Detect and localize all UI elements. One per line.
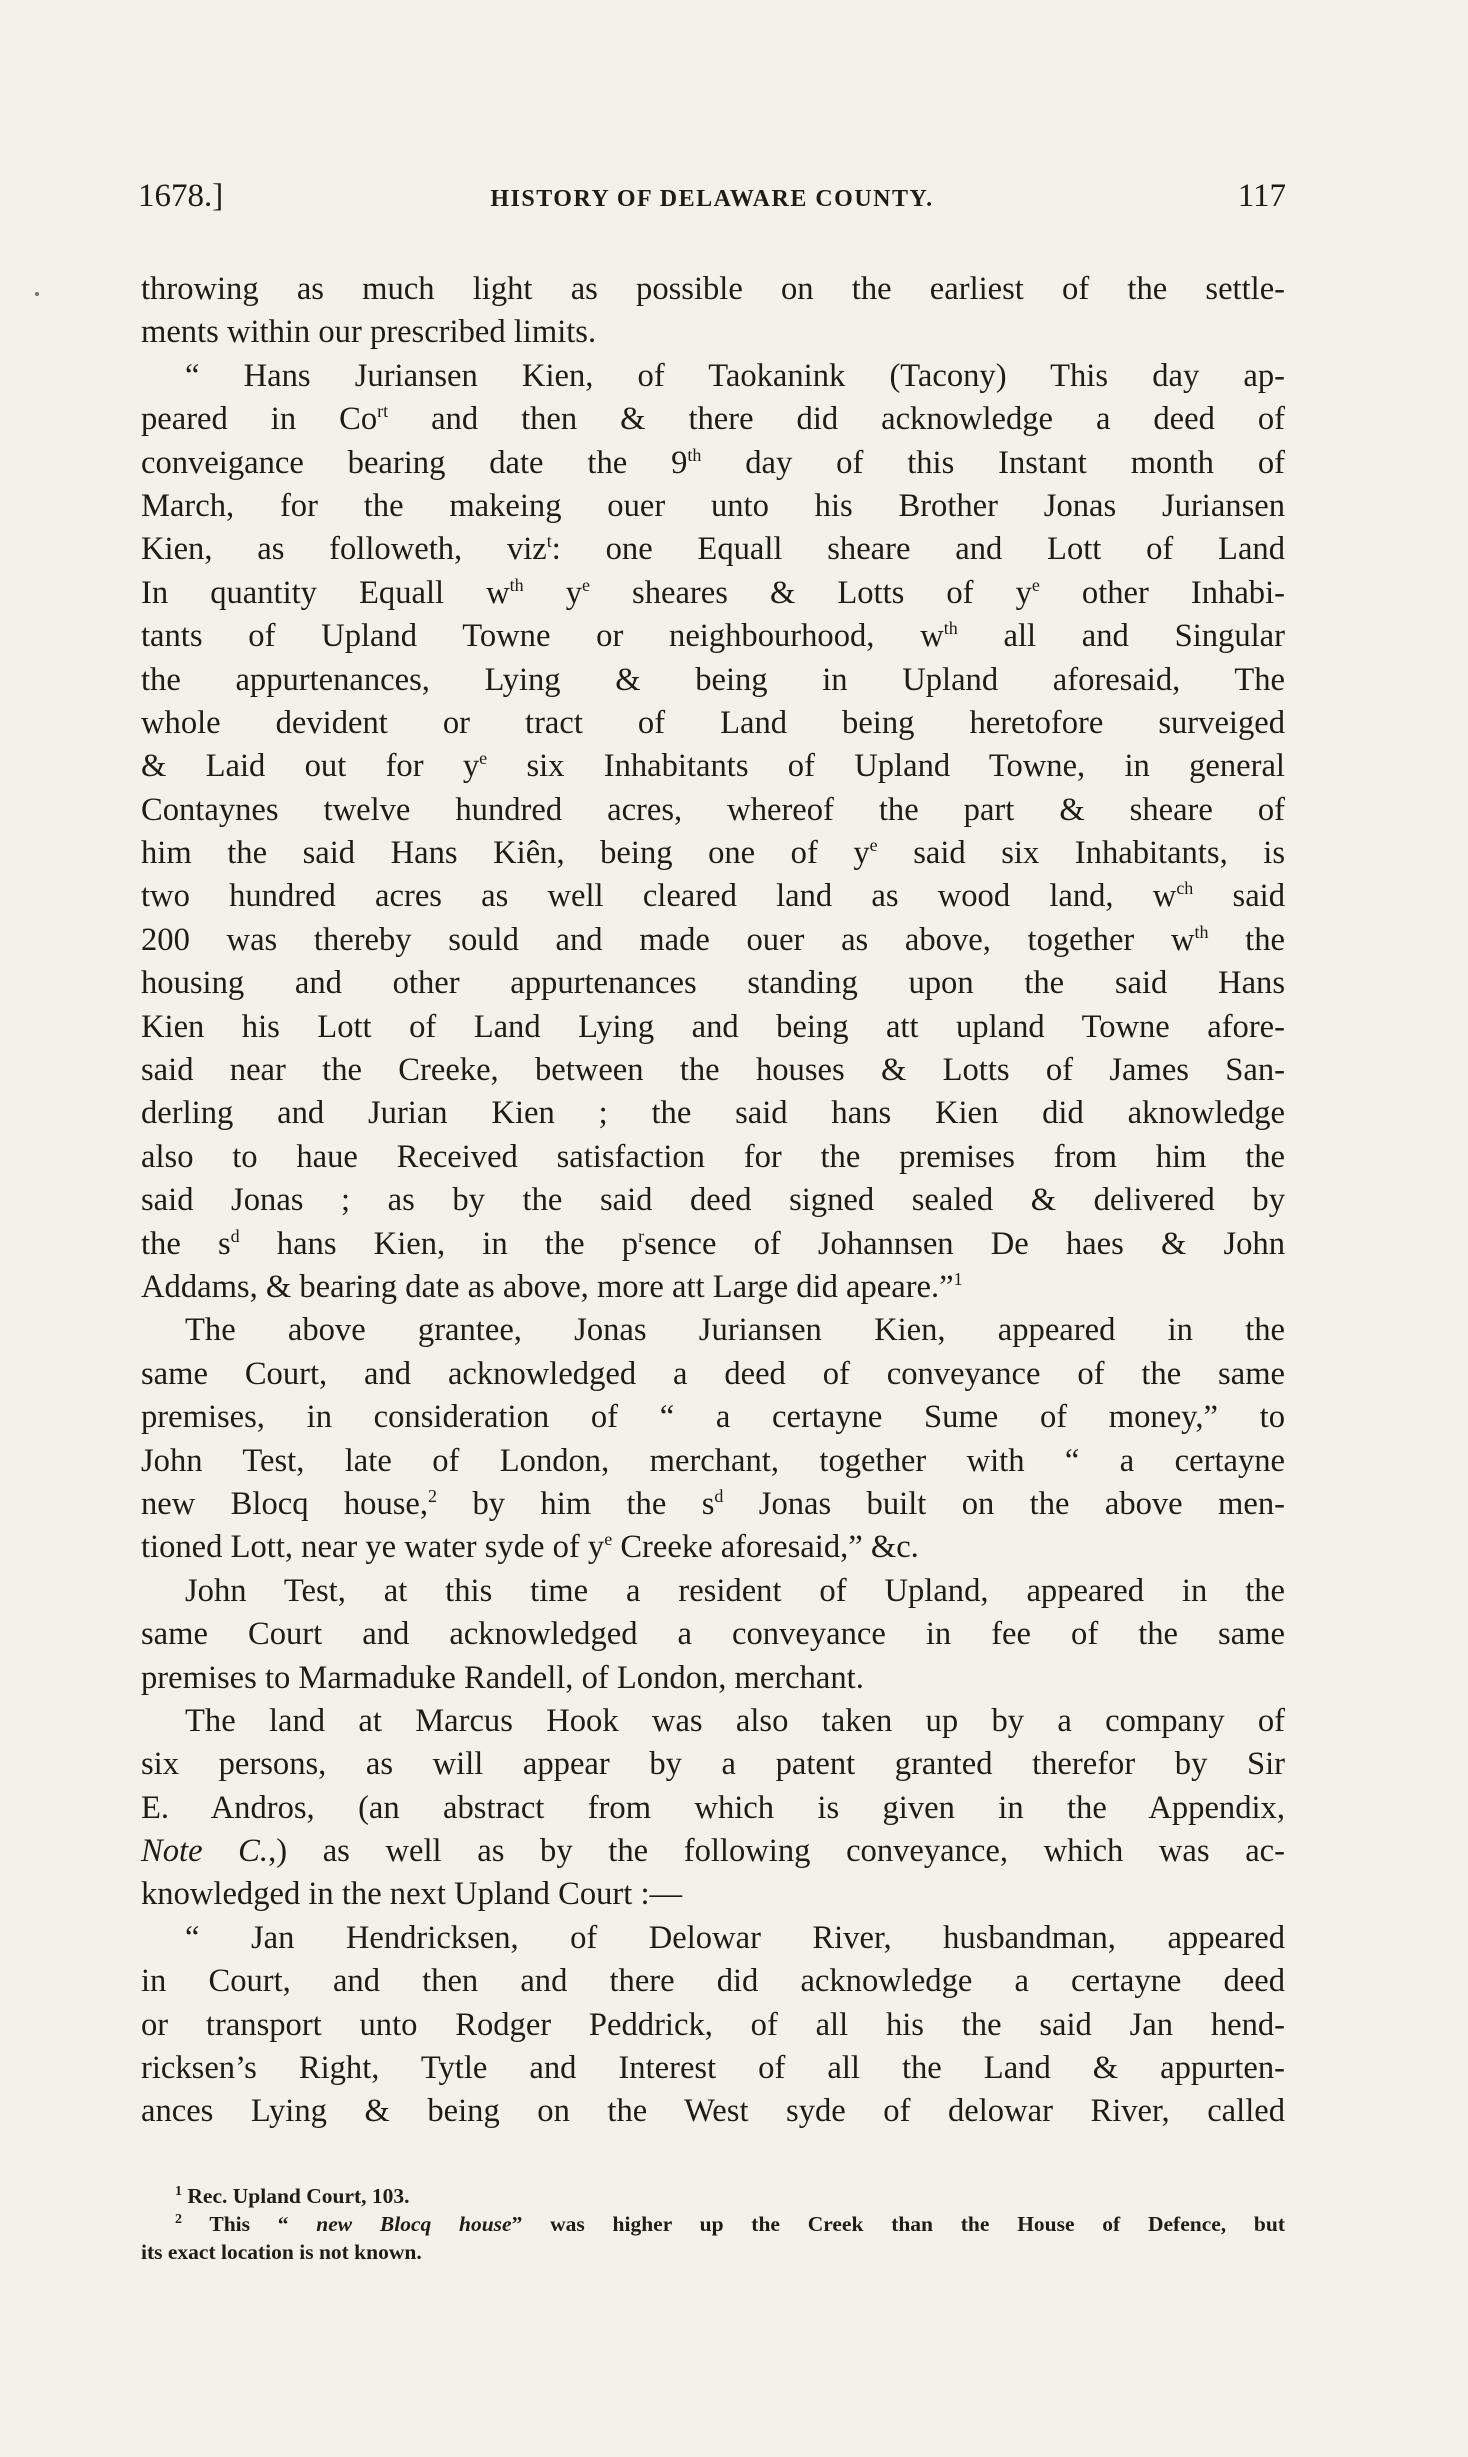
text-line: peared in $Co^{rt}$ and then & there did acknowledge a deed of	[141, 401, 1285, 438]
text-line: two hundred acres as well cleared land as wood land, $w^{ch}$ said	[141, 878, 1286, 915]
text-line: “ Jan Hendricksen, of Delowar River, husbandman, appeared	[185, 1919, 1285, 1956]
text-line: March, for the makeing ouer unto his Brother Jonas Juriansen	[141, 487, 1285, 524]
text-line: same Court, and acknowledged a deed of conveyance of the same	[141, 1355, 1285, 1392]
header-year: 1678.]	[138, 178, 224, 214]
text-line: ricksen’s Right, Tytle and Interest of all the Land & appurten-	[141, 2050, 1285, 2087]
text-line: whole devident or tract of Land being heretofore surveiged	[141, 704, 1285, 741]
header-title: HISTORY OF DELAWARE COUNTY.	[490, 186, 934, 212]
text-line: throwing as much light as possible on the earliest of the settle-	[141, 271, 1285, 307]
text-line: said Jonas ; as by the said deed signed sealed & delivered by	[141, 1182, 1285, 1219]
text-line: The above grantee, Jonas Juriansen Kien, appeared in the	[185, 1312, 1285, 1349]
text-line: & Laid out for $y^e$ six Inhabitants of Upland Towne, in general	[141, 748, 1285, 785]
text-line: premises to Marmaduke Randell, of London, merchant.	[141, 1659, 864, 1696]
text-line: ances Lying & being on the West syde of delowar River, called	[141, 2093, 1285, 2130]
footnote-line: its exact location is not known.	[141, 2240, 422, 2264]
text-line: tioned Lott, near ye water syde of $y^e$ Creeke aforesaid,” &c.	[141, 1529, 919, 1566]
text-line: 200 was thereby sould and made ouer as above, together $w^{th}$ the	[141, 921, 1285, 958]
footnote-line: $^2$ This “ new Blocq house” was higher up the Creek than the House of Defence, but	[175, 2211, 1285, 2236]
text-line: the $s^d$ hans Kien, in the $p^rsence$ of Johannsen De haes & John	[141, 1225, 1285, 1262]
text-line: Contaynes twelve hundred acres, whereof the part & sheare of	[141, 791, 1285, 828]
text-line: In quantity Equall $w^{th}$ $y^e$ sheares & Lotts of $y^e$ other Inhabi-	[141, 574, 1285, 611]
text-line: E. Andros, (an abstract from which is given in the Appendix,	[141, 1789, 1285, 1826]
text-line: “ Hans Juriansen Kien, of Taokanink (Tacony) This day ap-	[185, 357, 1285, 394]
body-text	[141, 268, 1285, 2134]
text-line: John Test, late of London, merchant, together with “ a certayne	[141, 1442, 1285, 1479]
text-line: him the said Hans Kiên, being one of $y^e$ said six Inhabitants, is	[141, 835, 1285, 872]
text-line: tants of Upland Towne or neighbourhood, $w^{th}$ all and Singular	[141, 618, 1285, 655]
text-line: conveigance bearing date the 9th day of this Instant month of	[141, 444, 1285, 481]
text-line: six persons, as will appear by a patent granted therefor by Sir	[141, 1746, 1285, 1783]
text-line: said near the Creeke, between the houses & Lotts of James San-	[141, 1052, 1285, 1089]
text-line: new Blocq house,$^2$ by him the $s^d$ Jonas built on the above men-	[141, 1485, 1285, 1522]
footnotes	[141, 2182, 1285, 2266]
text-line: or transport unto Rodger Peddrick, of all his the said Jan hend-	[141, 2006, 1285, 2043]
text-line: Kien his Lott of Land Lying and being att upland Towne afore-	[141, 1008, 1285, 1045]
text-line: in Court, and then and there did acknowledge a certayne deed	[141, 1963, 1285, 2000]
footnote-line: $^1$ Rec. Upland Court, 103.	[175, 2183, 410, 2208]
page-speck	[35, 292, 39, 296]
text-line: premises, in consideration of “ a certayne Sume of money,” to	[141, 1399, 1285, 1436]
text-line: The land at Marcus Hook was also taken up by a company of	[185, 1702, 1285, 1739]
text-line: knowledged in the next Upland Court :—	[141, 1876, 683, 1913]
text-line: John Test, at this time a resident of Upland, appeared in the	[185, 1572, 1285, 1609]
text-line: Kien, as followeth, viz$^t$: one Equall sheare and Lott of Land	[141, 531, 1285, 568]
text-line: ments within our prescribed limits.	[141, 314, 597, 351]
running-header	[138, 178, 1286, 228]
text-line: housing and other appurtenances standing upon the said Hans	[141, 965, 1285, 1002]
text-line: Note C.,) as well as by the following conveyance, which was ac-	[141, 1833, 1285, 1870]
text-line: same Court and acknowledged a conveyance in fee of the same	[141, 1616, 1285, 1653]
text-line: also to haue Received satisfaction for the premises from him the	[141, 1138, 1285, 1175]
page-number: 117	[1237, 178, 1286, 214]
text-line: Addams, & bearing date as above, more att Large did apeare.”$^1$	[141, 1268, 963, 1305]
text-line: derling and Jurian Kien ; the said hans Kien did aknowledge	[141, 1095, 1285, 1132]
text-line: the appurtenances, Lying & being in Upland aforesaid, The	[141, 661, 1285, 698]
